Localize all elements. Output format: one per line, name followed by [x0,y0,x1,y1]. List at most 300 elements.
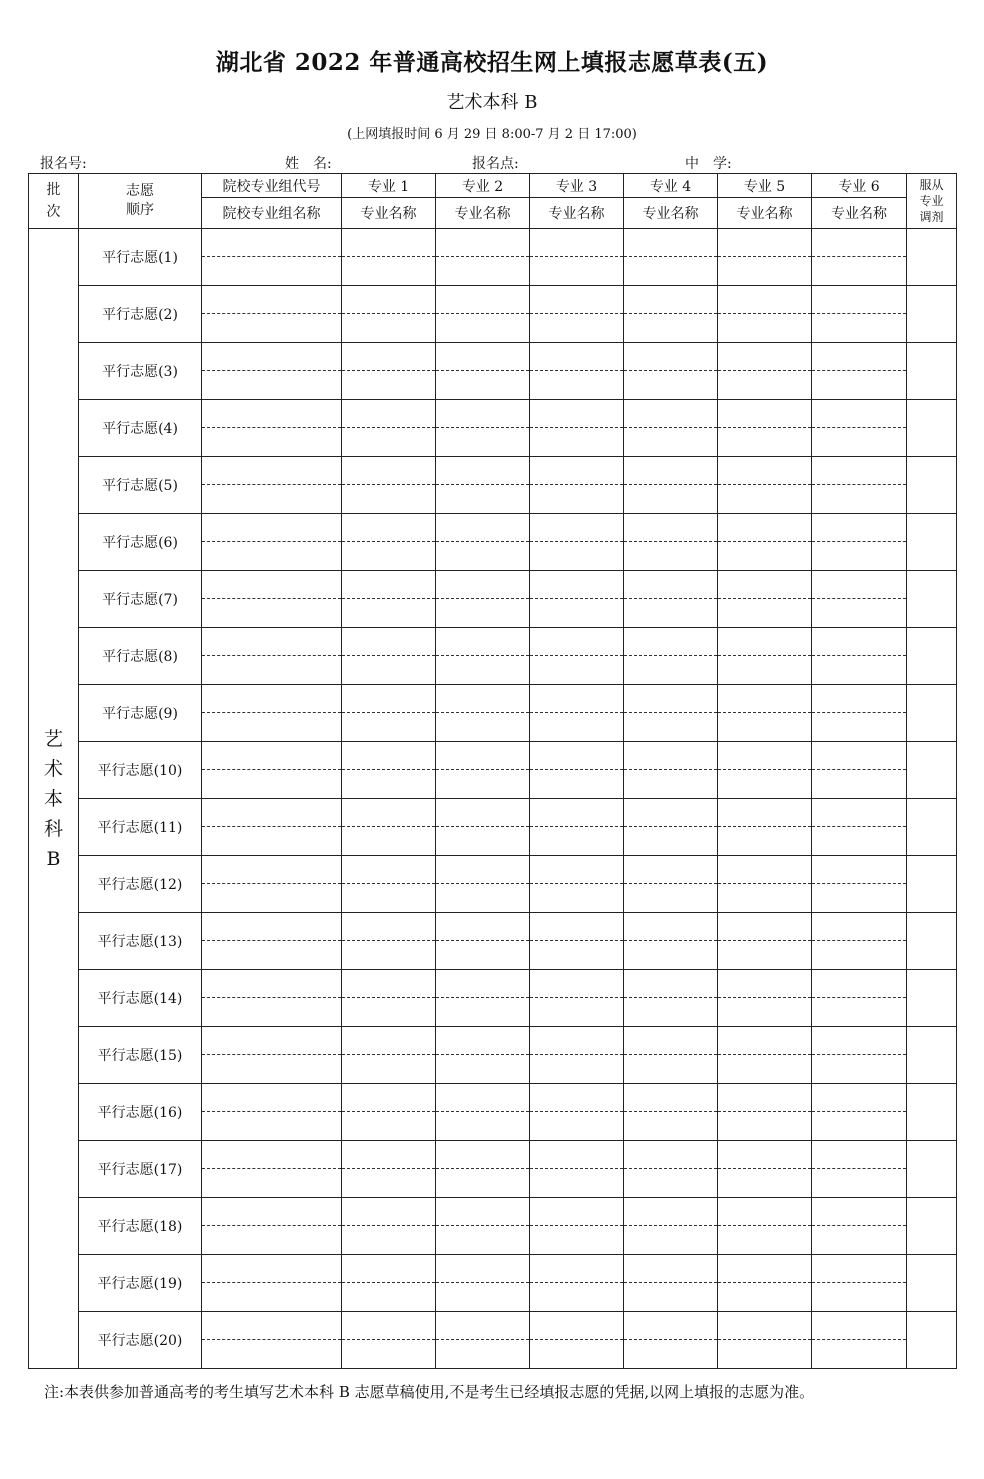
major-input-cell[interactable] [342,400,436,457]
major-input-cell[interactable] [530,628,624,685]
major-input-cell[interactable] [624,1255,718,1312]
group-input-cell[interactable] [202,1027,342,1084]
table-row [29,400,957,457]
adjust-input-cell[interactable] [907,1084,957,1141]
major-input-cell[interactable] [718,1255,812,1312]
batch-header [29,174,79,229]
major-input-cell[interactable] [718,457,812,514]
dashed-divider [342,883,435,884]
wish-form-table [28,173,957,1369]
major-input-cell[interactable] [530,400,624,457]
major-input-cell[interactable] [624,913,718,970]
adjust-input-cell[interactable] [907,1255,957,1312]
adjust-input-cell[interactable] [907,628,957,685]
registration-no-field[interactable]: 报名号: [40,156,87,172]
major-input-cell[interactable] [624,343,718,400]
dashed-divider [624,655,717,656]
dashed-divider [812,1168,906,1169]
major-input-cell[interactable] [812,457,907,514]
registration-site-field[interactable]: 报名点: [472,156,519,172]
adjust-input-cell[interactable] [907,970,957,1027]
major-input-cell[interactable] [812,514,907,571]
wish-order-label: 平行志愿(4) [79,400,202,457]
dashed-divider [342,1339,435,1340]
major-input-cell[interactable] [342,685,436,742]
major-input-cell[interactable] [624,571,718,628]
major-input-cell[interactable] [812,856,907,913]
group-input-cell[interactable] [202,1141,342,1198]
major-input-cell[interactable] [718,514,812,571]
dashed-divider [812,826,906,827]
dashed-divider [202,1282,341,1283]
wish-order-label: 平行志愿(15) [79,1027,202,1084]
major-input-cell[interactable] [436,571,530,628]
major-input-cell[interactable] [342,286,436,343]
major-input-cell[interactable] [436,343,530,400]
dashed-divider [436,1225,529,1226]
major-input-cell[interactable] [436,514,530,571]
major-input-cell[interactable] [718,628,812,685]
dashed-divider [436,712,529,713]
adjust-input-cell[interactable] [907,400,957,457]
major-input-cell[interactable] [530,913,624,970]
major-input-cell[interactable] [530,1198,624,1255]
major-input-cell[interactable] [530,1084,624,1141]
adjust-input-cell[interactable] [907,514,957,571]
major-input-cell[interactable] [436,1084,530,1141]
table-row [29,229,957,286]
major-input-cell[interactable] [718,856,812,913]
major-input-cell[interactable] [530,286,624,343]
wish-rows [29,229,957,1369]
major-input-cell[interactable] [624,286,718,343]
major-input-cell[interactable] [812,1255,907,1312]
group-input-cell[interactable] [202,571,342,628]
dashed-divider [624,256,717,257]
major-input-cell[interactable] [812,400,907,457]
major-input-cell[interactable] [812,685,907,742]
dashed-divider [436,826,529,827]
wish-order-label: 平行志愿(2) [79,286,202,343]
adjust-input-cell[interactable] [907,685,957,742]
major-input-cell[interactable] [624,1084,718,1141]
major-input-cell[interactable] [812,628,907,685]
table-row [29,1141,957,1198]
major-input-cell[interactable] [342,514,436,571]
dashed-divider [718,940,811,941]
batch-header-line: 批 [46,182,61,198]
dashed-divider [718,1168,811,1169]
major-input-cell[interactable] [624,685,718,742]
dashed-divider [202,1111,341,1112]
major-input-cell[interactable] [624,799,718,856]
major-input-cell[interactable] [436,1198,530,1255]
dashed-divider [718,1054,811,1055]
major-input-cell[interactable] [718,1027,812,1084]
major-input-cell[interactable] [624,742,718,799]
dashed-divider [342,541,435,542]
dashed-divider [718,826,811,827]
major-1-header: 专业 1 [342,174,436,198]
major-4-header: 专业 4 [624,174,718,198]
footnote-text: 注:本表供参加普通高考的考生填写艺术本科 B 志愿草稿使用,不是考生已经填报志愿的凭据,以网上填报的志愿为准。 [44,1383,815,1401]
major-name-header: 专业名称 [436,198,530,229]
table-row [29,571,957,628]
dashed-divider [624,1054,717,1055]
group-input-cell[interactable] [202,1255,342,1312]
major-input-cell[interactable] [342,1141,436,1198]
major-6-header: 专业 6 [812,174,907,198]
major-input-cell[interactable] [342,1027,436,1084]
dashed-divider [202,541,341,542]
group-input-cell[interactable] [202,799,342,856]
dashed-divider [436,769,529,770]
dashed-divider [436,370,529,371]
dashed-divider [436,1339,529,1340]
dashed-divider [718,1282,811,1283]
major-input-cell[interactable] [624,1141,718,1198]
major-input-cell[interactable] [342,229,436,286]
group-input-cell[interactable] [202,400,342,457]
wish-order-label: 平行志愿(13) [79,913,202,970]
major-input-cell[interactable] [530,1312,624,1369]
adjust-input-cell[interactable] [907,1198,957,1255]
dashed-divider [530,256,623,257]
major-input-cell[interactable] [718,799,812,856]
major-input-cell[interactable] [812,343,907,400]
major-input-cell[interactable] [342,799,436,856]
dashed-divider [624,484,717,485]
dashed-divider [718,541,811,542]
dashed-divider [812,256,906,257]
table-row [29,1027,957,1084]
major-input-cell[interactable] [718,1141,812,1198]
major-input-cell[interactable] [436,1312,530,1369]
dashed-divider [812,940,906,941]
major-input-cell[interactable] [530,343,624,400]
major-5-header: 专业 5 [718,174,812,198]
major-input-cell[interactable] [342,970,436,1027]
dashed-divider [718,883,811,884]
major-input-cell[interactable] [812,1141,907,1198]
adjust-input-cell[interactable] [907,286,957,343]
dashed-divider [530,940,623,941]
major-input-cell[interactable] [436,685,530,742]
major-input-cell[interactable] [342,457,436,514]
major-input-cell[interactable] [812,742,907,799]
dashed-divider [530,541,623,542]
dashed-divider [436,1282,529,1283]
major-input-cell[interactable] [436,742,530,799]
dashed-divider [342,769,435,770]
major-input-cell[interactable] [718,913,812,970]
group-input-cell[interactable] [202,1312,342,1369]
major-input-cell[interactable] [624,1198,718,1255]
wish-order-label: 平行志愿(8) [79,628,202,685]
major-input-cell[interactable] [718,1198,812,1255]
major-input-cell[interactable] [812,1027,907,1084]
major-input-cell[interactable] [530,685,624,742]
major-input-cell[interactable] [718,400,812,457]
dashed-divider [342,313,435,314]
major-input-cell[interactable] [436,1255,530,1312]
dashed-divider [624,712,717,713]
major-input-cell[interactable] [718,229,812,286]
major-input-cell[interactable] [624,229,718,286]
major-input-cell[interactable] [436,1027,530,1084]
major-input-cell[interactable] [436,970,530,1027]
dashed-divider [436,1111,529,1112]
major-input-cell[interactable] [530,229,624,286]
dashed-divider [530,883,623,884]
adjust-input-cell[interactable] [907,913,957,970]
adjust-input-cell[interactable] [907,856,957,913]
dashed-divider [624,541,717,542]
table-row [29,343,957,400]
major-input-cell[interactable] [718,1084,812,1141]
dashed-divider [342,256,435,257]
wish-order-label: 平行志愿(3) [79,343,202,400]
group-input-cell[interactable] [202,457,342,514]
adjust-input-cell[interactable] [907,1141,957,1198]
dashed-divider [342,655,435,656]
major-input-cell[interactable] [812,571,907,628]
wish-order-label: 平行志愿(11) [79,799,202,856]
group-input-cell[interactable] [202,628,342,685]
school-field[interactable]: 中 学: [685,156,732,172]
name-field[interactable]: 姓 名: [285,156,332,172]
batch-header-line: 次 [46,204,61,220]
dashed-divider [342,997,435,998]
group-input-cell[interactable] [202,742,342,799]
batch-name-cell [29,229,79,1369]
major-input-cell[interactable] [530,514,624,571]
major-input-cell[interactable] [718,742,812,799]
table-row [29,913,957,970]
dashed-divider [718,370,811,371]
dashed-divider [624,1168,717,1169]
major-input-cell[interactable] [624,628,718,685]
dashed-divider [342,484,435,485]
dashed-divider [436,598,529,599]
dashed-divider [530,1111,623,1112]
major-input-cell[interactable] [624,514,718,571]
order-header [79,174,202,229]
major-input-cell[interactable] [436,856,530,913]
dashed-divider [202,427,341,428]
major-input-cell[interactable] [812,970,907,1027]
dashed-divider [436,313,529,314]
dashed-divider [624,1282,717,1283]
adjust-input-cell[interactable] [907,799,957,856]
major-input-cell[interactable] [436,628,530,685]
wish-order-label: 平行志愿(10) [79,742,202,799]
adjust-input-cell[interactable] [907,571,957,628]
table-row [29,514,957,571]
wish-order-label: 平行志愿(12) [79,856,202,913]
table-row [29,970,957,1027]
major-input-cell[interactable] [436,400,530,457]
group-input-cell[interactable] [202,286,342,343]
major-input-cell[interactable] [342,1255,436,1312]
dashed-divider [436,484,529,485]
major-input-cell[interactable] [624,400,718,457]
major-input-cell[interactable] [342,856,436,913]
order-header-line: 顺序 [126,202,154,218]
group-code-header: 院校专业组代号 [202,174,342,198]
adjust-input-cell[interactable] [907,457,957,514]
filing-period: (上网填报时间 6 月 29 日 8:00-7 月 2 日 17:00) [347,127,637,142]
adjust-header-line: 调剂 [919,210,944,224]
major-input-cell[interactable] [530,1255,624,1312]
major-input-cell[interactable] [812,1198,907,1255]
dashed-divider [624,769,717,770]
major-input-cell[interactable] [530,799,624,856]
major-input-cell[interactable] [342,742,436,799]
major-input-cell[interactable] [530,457,624,514]
major-input-cell[interactable] [342,1198,436,1255]
major-input-cell[interactable] [530,1027,624,1084]
dashed-divider [530,769,623,770]
group-input-cell[interactable] [202,685,342,742]
major-input-cell[interactable] [342,1084,436,1141]
order-header-line: 志愿 [126,183,154,199]
major-input-cell[interactable] [624,457,718,514]
group-input-cell[interactable] [202,514,342,571]
group-input-cell[interactable] [202,913,342,970]
major-input-cell[interactable] [342,343,436,400]
dashed-divider [812,1054,906,1055]
major-input-cell[interactable] [718,286,812,343]
major-input-cell[interactable] [624,1027,718,1084]
major-input-cell[interactable] [436,286,530,343]
dashed-divider [530,1168,623,1169]
major-input-cell[interactable] [342,913,436,970]
major-input-cell[interactable] [812,913,907,970]
major-input-cell[interactable] [342,571,436,628]
major-input-cell[interactable] [718,970,812,1027]
dashed-divider [202,769,341,770]
dashed-divider [624,313,717,314]
dashed-divider [202,484,341,485]
adjust-input-cell[interactable] [907,229,957,286]
major-input-cell[interactable] [436,1141,530,1198]
dashed-divider [624,940,717,941]
dashed-divider [718,598,811,599]
table-row [29,799,957,856]
group-input-cell[interactable] [202,343,342,400]
major-input-cell[interactable] [436,913,530,970]
wish-order-label: 平行志愿(16) [79,1084,202,1141]
major-name-header: 专业名称 [718,198,812,229]
dashed-divider [436,940,529,941]
adjust-input-cell[interactable] [907,343,957,400]
dashed-divider [530,313,623,314]
dashed-divider [624,826,717,827]
dashed-divider [812,541,906,542]
wish-order-label: 平行志愿(6) [79,514,202,571]
major-name-header: 专业名称 [342,198,436,229]
major-input-cell[interactable] [530,856,624,913]
adjust-input-cell[interactable] [907,1027,957,1084]
dashed-divider [718,484,811,485]
group-input-cell[interactable] [202,229,342,286]
dashed-divider [342,370,435,371]
major-input-cell[interactable] [718,1312,812,1369]
adjust-header [907,174,957,229]
group-input-cell[interactable] [202,1084,342,1141]
dashed-divider [624,883,717,884]
major-input-cell[interactable] [624,1312,718,1369]
adjust-input-cell[interactable] [907,742,957,799]
dashed-divider [436,541,529,542]
group-input-cell[interactable] [202,1198,342,1255]
dashed-divider [342,1054,435,1055]
dashed-divider [436,997,529,998]
group-input-cell[interactable] [202,856,342,913]
dashed-divider [530,1225,623,1226]
dashed-divider [812,712,906,713]
major-input-cell[interactable] [530,742,624,799]
major-input-cell[interactable] [812,1084,907,1141]
wish-order-label: 平行志愿(14) [79,970,202,1027]
group-input-cell[interactable] [202,970,342,1027]
dashed-divider [812,655,906,656]
major-input-cell[interactable] [530,571,624,628]
footnote [22,1380,967,1404]
major-input-cell[interactable] [436,457,530,514]
table-row [29,628,957,685]
dashed-divider [812,769,906,770]
dashed-divider [718,1225,811,1226]
dashed-divider [202,826,341,827]
dashed-divider [718,712,811,713]
major-input-cell[interactable] [530,970,624,1027]
dashed-divider [530,370,623,371]
major-input-cell[interactable] [718,685,812,742]
major-input-cell[interactable] [812,799,907,856]
major-input-cell[interactable] [530,1141,624,1198]
major-input-cell[interactable] [342,628,436,685]
adjust-header-line: 服从 [919,178,944,192]
major-input-cell[interactable] [436,229,530,286]
dashed-divider [436,883,529,884]
batch-name-char: 术 [43,757,63,780]
dashed-divider [202,1225,341,1226]
adjust-input-cell[interactable] [907,1312,957,1369]
major-input-cell[interactable] [812,286,907,343]
major-input-cell[interactable] [624,970,718,1027]
table-row [29,1198,957,1255]
major-input-cell[interactable] [718,343,812,400]
major-input-cell[interactable] [812,229,907,286]
major-input-cell[interactable] [718,571,812,628]
major-input-cell[interactable] [812,1312,907,1369]
major-input-cell[interactable] [342,1312,436,1369]
dashed-divider [812,1225,906,1226]
dashed-divider [530,826,623,827]
major-input-cell[interactable] [436,799,530,856]
table-row [29,856,957,913]
dashed-divider [202,997,341,998]
major-input-cell[interactable] [624,856,718,913]
dashed-divider [812,427,906,428]
wish-order-label: 平行志愿(17) [79,1141,202,1198]
dashed-divider [718,997,811,998]
table-row [29,286,957,343]
dashed-divider [202,1339,341,1340]
dashed-divider [436,1054,529,1055]
